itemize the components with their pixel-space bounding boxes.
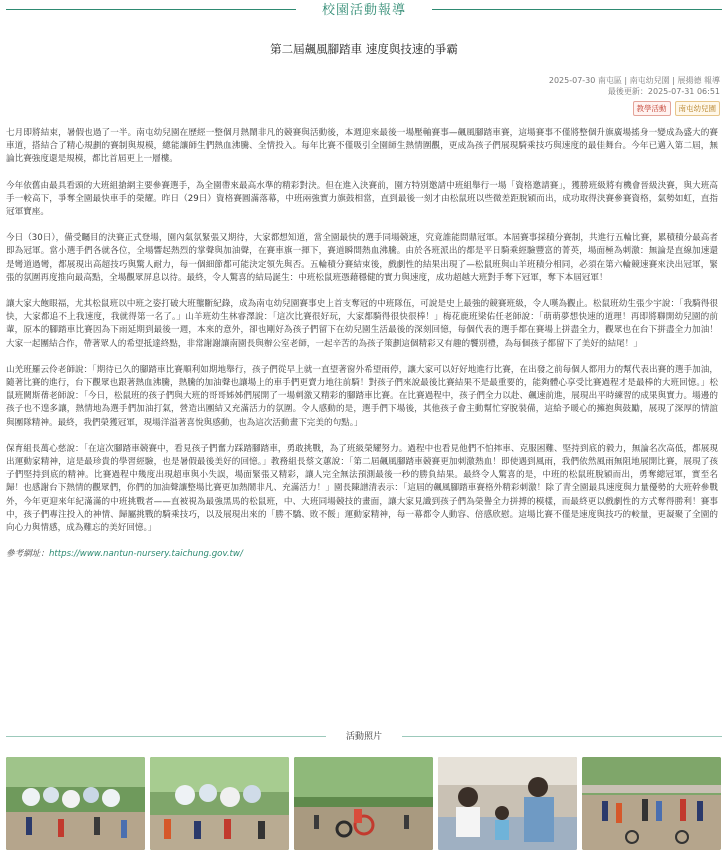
photo-gallery xyxy=(6,757,722,850)
photo-thumbnail[interactable] xyxy=(294,757,433,850)
article-meta xyxy=(549,75,720,97)
paragraph: 山羌班羅云伶老師說：「期待已久的腳踏車比賽順利如期地舉行，孩子們從早上就一直望著窗外希望雨停，讓大家可以好好地進行比賽，在出發之前每個人都用力的幫代表出賽的選手加油，隨著比賽的進行，台下觀眾也跟著熱血沸騰，熱騰的加油聲也讓場上的車手們更賣力地往前騎！對孩子們來說最後比賽結果不是最重要的，能夠體心享受比賽過程才是最棒的大班回憶。」松鼠班闕斯蒨老師說：「今日，松鼠班的孩子們與大班的哥哥姊姊們展開了一場刺激又精彩的腳踏車比賽。在比賽過程中，孩子們全力以赴、飆速前進，展現出平時練習的成果與實力。場邊的孩子也不遑多讓，熱情地為選手們加油打氣，營造出團結又充滿活力的氛圍。令人感動的是，選手們下場後，其他孩子會主動幫忙穿脫裝備，這給予暖心的擁抱與鼓勵，展現了深厚的情誼與團隊精神。最終，我們榮獲冠軍，現場洋溢著喜悅與感動，也為這次活動畫下完美的句點。」 xyxy=(6,364,718,428)
article-byline: 2025-07-30 南屯區 | 南屯幼兒園 | 展揚德 報導 xyxy=(548,76,720,85)
article-title: 第二屆飆風腳踏車 速度與技速的爭霸 xyxy=(270,42,458,56)
photos-title: 活動照片 xyxy=(345,732,382,742)
reference xyxy=(6,548,718,561)
section-title: 校園活動報導 xyxy=(321,3,406,18)
photo-thumbnail[interactable] xyxy=(6,757,145,850)
last-updated: 最後更新：2025-07-31 06:51 xyxy=(607,87,720,96)
reference-link[interactable]: https://www.nantun-nursery.taichung.gov.tw/ xyxy=(48,549,243,560)
section-header xyxy=(0,0,728,26)
paragraph: 讓大家大飽眼福，尤其松鼠班以中班之姿打破大班壟斷紀錄，成為南屯幼兒園賽事史上首支奪冠的中班隊伍，可說是史上最強的競賽班級，令人嘆為觀止。松鼠班幼生張少宇說：「我騎得很快，大家都追不上我速度，我就得第一名了。」山羊班幼生林睿澤說：「這次比賽很好玩，大家都騎得很快很棒！」梅花鹿班梁佑任老師說：「萌萌夢想快速的道理！再即將聯開幼兒園的前輩，原本的腳踏車比賽因為下雨延期到最後一週，本來的意外，卻也剛好為孩子們留下在幼兒園生活最後的深刻回憶，每個代表的選手都在賽場上拼盡全力，觀眾也在台下拼盡全力加油！大家一起團結合作，帶著眾人的希望抵達終點，非常謝謝讓南園長與辦公室老師，一起辛苦的為孩子策劃這個精彩又有趣的饗別禮，為每個孩子都留下了美好的結尾！」 xyxy=(6,299,718,349)
reference-label: 參考網址： xyxy=(6,549,49,560)
photos-header xyxy=(0,729,728,743)
paragraph: 今年依舊由最具看頭的大班組搶網主要參賽選手，為全園帶來最高水準的精彩對決。但在進入決賽前，園方特別邀請中班組舉行一場「資格邀請賽」，獲勝班級將有機會晉級決賽，與大班高手一較高下，爭奪全園最快車手的榮耀。昨日（29日）資格賽圓滿落幕，中班兩強實力旗鼓相當，直到最後一刻才由松鼠班以些微差距脫穎而出，成功取得決賽參賽資格，氣勢如虹，直指冠軍寶座。 xyxy=(6,180,718,218)
photo-thumbnail[interactable] xyxy=(438,757,577,850)
tag-teaching-activity[interactable]: 教學活動 xyxy=(633,101,671,116)
header-divider-right xyxy=(432,9,722,10)
paragraph: 七月即將結束，暑假也過了一半。南屯幼兒園在歷經一整個月熱鬧非凡的競賽與活動後，本週迎來最後一場壓軸賽事—飆風腳踏車賽，這場賽事不僅將整個升旗廣場搖身一變成為盛大的賽車道，搭結合了精心規劃的賽制與規模，總能讓師生們熱血沸騰、全情投入。每年比賽不僅吸引全園師生熱情圍觀，更成為孩子們展現騎乘技巧與速度的最佳舞台。今年已邁入第二屆，無論比賽強度還是規模，都比首屆更上一層樓。 xyxy=(6,128,718,165)
tag-school[interactable]: 南屯幼兒園 xyxy=(675,101,721,116)
photos-divider-right xyxy=(402,736,722,737)
tag-list xyxy=(633,101,721,116)
paragraph: 今日（30日），備受矚目的決賽正式登場，園內氣氛緊張又期待，大家都想知道，當全園最快的選手同場競速，究竟誰能問鼎冠軍。本屆賽事採積分賽制，共進行五輪比賽，累積積分最高者即為冠軍。當小選手們各就各位，全場響起熱烈的掌聲與加油聲，在賽車旗一揮下，賽道瞬間熱血沸騰。由於各班派出的都是平日騎乘經驗豐富的菁英，場面極為刺激：無論是直線加速還是彎道過彎，都展現出高超技巧與驚人耐力，每一個細節都可能決定領先與否。五輪積分賽結束後，戲劇性的結果出現了—松鼠班與山羊班積分相同，必須在第六輪競速賽來決出冠軍，緊張的氛圍再度推向最高點，全場觀眾屏息以待。最終，令人驚喜的結局誕生：中班松鼠班憑藉穩健的實力與速度，成功超越大班對手奪下冠軍，奪下本屆冠軍！ xyxy=(6,233,718,283)
photo-thumbnail[interactable] xyxy=(582,757,721,850)
article-body xyxy=(6,127,718,561)
paragraph: 保育組長萬心慈說：「在這次腳踏車競賽中，看見孩子們奮力踩踏腳踏車，勇敢挑戰，為了班級榮耀努力。過程中也看見他們不怕摔車、克服困難、堅持到底的毅力，無論名次高低，都展現出運動家精神，這是最珍貴的學習經驗，也是暑假最後美好的回憶。」教務組長蔡文蕙說：「第二屆飆風腳踏車競賽更加刺激熱血！即使遇到風雨，我們依然風雨無阻地展開比賽，展現了孩子們堅持到底的精神。比賽過程中幾度出現超車與小失誤，場面緊張又精彩，讓人完全無法預測最後一秒的勝負結果。最終令人驚喜的是，中班的松鼠班脫穎而出，勇奪總冠軍，實至名歸！也感謝台下熱情的觀眾們，你們的加油聲讓整場比賽更加熱鬧非凡、充滿活力！」園長陳譜清表示：「這屆的飆風腳踏車賽格外精彩刺激！除了青全園最具速度與力量優勢的大班幹參戰外，今年更迎來年紀滿滿的中班挑戰者——直被視為最強黑馬的松鼠班，中、大班同場競技的畫面，讓大家見識到孩子們為榮譽全力拼搏的模樣，而最終更以戲劇性的方式奪得勝利！賽事中，孩子們專注投入的神情、歸屬挑戰的騎乘技巧，以及展現出來的「勝不驕、敗不餒」運動家精神，每一幕都令人動容、倍感欣慰。這場比賽不僅是速度與技巧的較量，更凝聚了全園的向心力與情感，成為難忘的美好回憶。」 xyxy=(6,443,718,534)
photo-thumbnail[interactable] xyxy=(150,757,289,850)
